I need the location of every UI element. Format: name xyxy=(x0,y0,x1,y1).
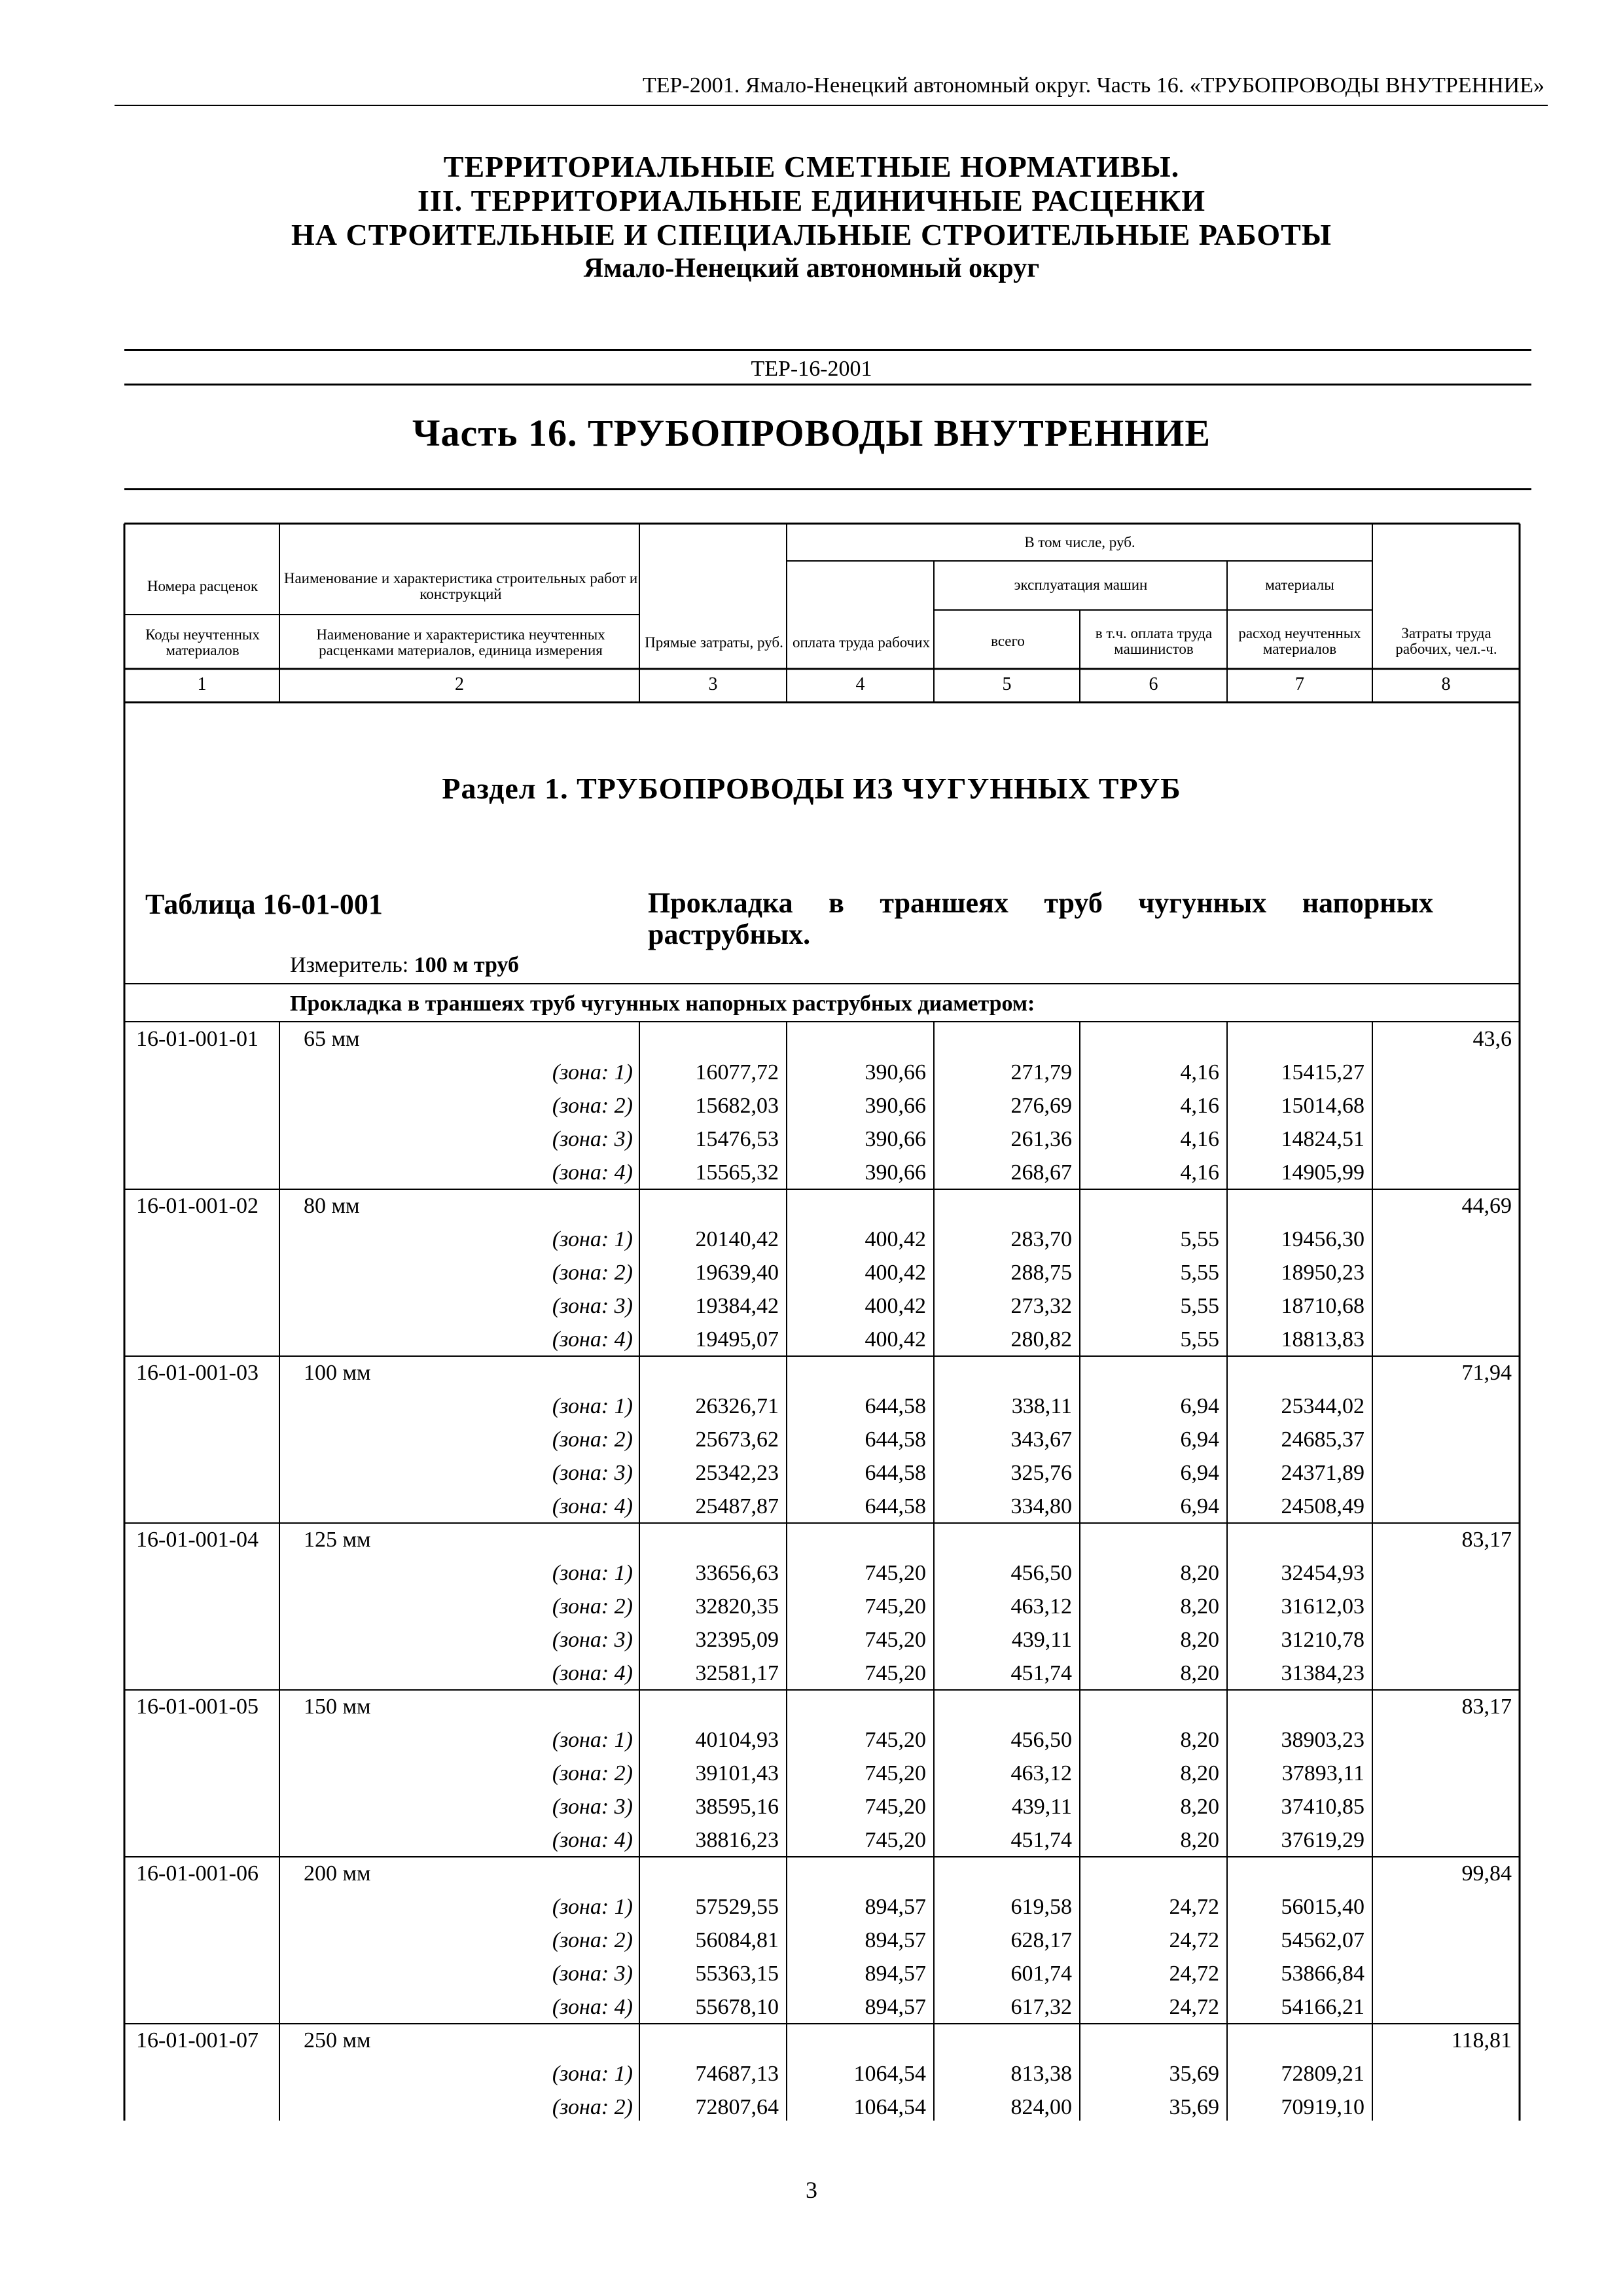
machinist-wages: 6,94 xyxy=(1180,1494,1219,1518)
materials-cost: 70919,10 xyxy=(1281,2095,1364,2119)
rate-header-row xyxy=(0,1523,1623,1556)
rate-header-row xyxy=(0,1022,1623,1056)
direct-costs: 25342,23 xyxy=(695,1461,779,1485)
rate-name: 80 мм xyxy=(304,1194,360,1218)
machinist-wages: 4,16 xyxy=(1180,1127,1219,1151)
wages: 390,66 xyxy=(865,1094,926,1118)
zone-label: (зона: 1) xyxy=(552,1227,633,1251)
direct-costs: 72807,64 xyxy=(695,2095,779,2119)
zone-row xyxy=(0,1757,1623,1790)
doc-code: ТЕР-16-2001 xyxy=(751,357,872,381)
direct-costs: 32395,09 xyxy=(695,1628,779,1652)
machinist-wages: 24,72 xyxy=(1169,1895,1219,1919)
machinist-wages: 24,72 xyxy=(1169,1962,1219,1986)
zone-row xyxy=(0,1823,1623,1857)
materials-cost: 32454,93 xyxy=(1281,1561,1364,1585)
machinist-wages: 4,16 xyxy=(1180,1094,1219,1118)
zone-row xyxy=(0,1323,1623,1356)
zone-row xyxy=(0,1556,1623,1590)
wages: 644,58 xyxy=(865,1494,926,1518)
zone-row xyxy=(0,2057,1623,2090)
part-title: Часть 16. ТРУБОПРОВОДЫ ВНУТРЕННИЕ xyxy=(412,412,1211,454)
direct-costs: 40104,93 xyxy=(695,1728,779,1752)
machinist-wages: 5,55 xyxy=(1180,1227,1219,1251)
machines-total: 343,67 xyxy=(1010,1427,1072,1452)
materials-cost: 18813,83 xyxy=(1281,1327,1364,1352)
machines-total: 619,58 xyxy=(1010,1895,1072,1919)
table-description xyxy=(648,888,1433,950)
machines-total: 451,74 xyxy=(1010,1828,1072,1852)
machinist-wages: 8,20 xyxy=(1180,1728,1219,1752)
zone-label: (зона: 2) xyxy=(552,1928,633,1952)
machines-total: 601,74 xyxy=(1010,1962,1072,1986)
machines-total: 271,79 xyxy=(1010,1060,1072,1085)
column-number: 5 xyxy=(1002,674,1012,694)
direct-costs: 55363,15 xyxy=(695,1962,779,1986)
column-number: 8 xyxy=(1441,674,1451,694)
rate-header-row xyxy=(0,1189,1623,1223)
machines-total: 338,11 xyxy=(1011,1394,1072,1418)
column-number: 2 xyxy=(455,674,464,694)
zone-row xyxy=(0,1056,1623,1089)
rate-code: 16-01-001-07 xyxy=(136,2028,259,2053)
header-wages: оплата труда рабочих xyxy=(792,634,931,651)
machinist-wages: 6,94 xyxy=(1180,1394,1219,1418)
direct-costs: 20140,42 xyxy=(695,1227,779,1251)
direct-costs: 74687,13 xyxy=(695,2062,779,2086)
zone-row xyxy=(0,1623,1623,1657)
direct-costs: 39101,43 xyxy=(695,1761,779,1785)
wages: 745,20 xyxy=(865,1594,926,1619)
wages: 400,42 xyxy=(865,1261,926,1285)
direct-costs: 57529,55 xyxy=(695,1895,779,1919)
zone-row xyxy=(0,1590,1623,1623)
wages: 894,57 xyxy=(865,1995,926,2019)
zone-row xyxy=(0,1924,1623,1957)
header-codes: Коды неучтенных материалов xyxy=(145,626,260,658)
machinist-wages: 35,69 xyxy=(1169,2095,1219,2119)
zone-label: (зона: 3) xyxy=(552,1461,633,1485)
machinist-wages: 8,20 xyxy=(1180,1795,1219,1819)
rate-header-row xyxy=(0,1690,1623,1723)
machines-total: 463,12 xyxy=(1010,1761,1072,1785)
materials-cost: 54166,21 xyxy=(1281,1995,1364,2019)
header-labor: Затраты труда рабочих, чел.-ч. xyxy=(1395,625,1497,657)
materials-cost: 37410,85 xyxy=(1281,1795,1364,1819)
zone-label: (зона: 3) xyxy=(552,1294,633,1318)
wages: 400,42 xyxy=(865,1327,926,1352)
machines-total: 628,17 xyxy=(1010,1928,1072,1952)
zone-label: (зона: 1) xyxy=(552,1394,633,1418)
zone-row xyxy=(0,1256,1623,1289)
direct-costs: 38595,16 xyxy=(695,1795,779,1819)
machinist-wages: 8,20 xyxy=(1180,1594,1219,1619)
machinist-wages: 8,20 xyxy=(1180,1661,1219,1685)
wages: 1064,54 xyxy=(853,2062,926,2086)
table-label: Таблица 16-01-001 xyxy=(145,888,383,920)
section-title: Раздел 1. ТРУБОПРОВОДЫ ИЗ ЧУГУННЫХ ТРУБ xyxy=(442,772,1181,805)
direct-costs: 55678,10 xyxy=(695,1995,779,2019)
zone-row xyxy=(0,1957,1623,1990)
direct-costs: 32820,35 xyxy=(695,1594,779,1619)
header-total: всего xyxy=(991,633,1025,649)
machinist-wages: 5,55 xyxy=(1180,1327,1219,1352)
header-materials-name: Наименование и характеристика неучтенных расценками материалов, единица измерения xyxy=(316,626,605,658)
column-number: 3 xyxy=(708,674,718,694)
unit-value: 100 м труб xyxy=(414,953,519,977)
zone-label: (зона: 2) xyxy=(552,1761,633,1785)
machines-total: 334,80 xyxy=(1010,1494,1072,1518)
direct-costs: 19495,07 xyxy=(695,1327,779,1352)
wages: 400,42 xyxy=(865,1227,926,1251)
wages: 745,20 xyxy=(865,1761,926,1785)
machines-total: 288,75 xyxy=(1010,1261,1072,1285)
header-unaccounted: расход неучтенных материалов xyxy=(1238,625,1361,657)
wages: 745,20 xyxy=(865,1728,926,1752)
direct-costs: 33656,63 xyxy=(695,1561,779,1585)
zone-label: (зона: 4) xyxy=(552,1160,633,1185)
machinist-wages: 6,94 xyxy=(1180,1427,1219,1452)
zone-label: (зона: 4) xyxy=(552,1494,633,1518)
wages: 745,20 xyxy=(865,1828,926,1852)
zone-row xyxy=(0,1657,1623,1690)
direct-costs: 16077,72 xyxy=(695,1060,779,1085)
wages: 745,20 xyxy=(865,1561,926,1585)
materials-cost: 37893,11 xyxy=(1281,1761,1364,1785)
rate-code: 16-01-001-03 xyxy=(136,1361,259,1385)
rate-header-row xyxy=(0,1857,1623,1890)
wages: 644,58 xyxy=(865,1394,926,1418)
zone-label: (зона: 2) xyxy=(552,1261,633,1285)
machines-total: 456,50 xyxy=(1010,1561,1072,1585)
machinist-wages: 4,16 xyxy=(1180,1160,1219,1185)
unit-of-measure xyxy=(290,953,519,978)
rate-code: 16-01-001-04 xyxy=(136,1528,259,1552)
direct-costs: 25673,62 xyxy=(695,1427,779,1452)
title-line-2: III. ТЕРРИТОРИАЛЬНЫЕ ЕДИНИЧНЫЕ РАСЦЕНКИ xyxy=(417,184,1206,217)
title-line-4: Ямало-Ненецкий автономный округ xyxy=(583,253,1040,283)
table-description-line: Прокладка в траншеях труб чугунных напорных xyxy=(648,887,1433,919)
wages: 894,57 xyxy=(865,1928,926,1952)
wages: 894,57 xyxy=(865,1962,926,1986)
header-work-name: Наименование и характеристика строительных работ и конструкций xyxy=(283,570,638,602)
zone-label: (зона: 2) xyxy=(552,2095,633,2119)
zone-row xyxy=(0,1790,1623,1823)
materials-cost: 24508,49 xyxy=(1281,1494,1364,1518)
zone-label: (зона: 4) xyxy=(552,1828,633,1852)
zone-label: (зона: 1) xyxy=(552,1728,633,1752)
direct-costs: 15682,03 xyxy=(695,1094,779,1118)
zone-label: (зона: 3) xyxy=(552,1127,633,1151)
zone-row xyxy=(0,1990,1623,2024)
labor-cost: 43,6 xyxy=(1472,1027,1512,1051)
zone-row xyxy=(0,1890,1623,1924)
machines-total: 824,00 xyxy=(1010,2095,1072,2119)
rate-code: 16-01-001-02 xyxy=(136,1194,259,1218)
rate-code: 16-01-001-01 xyxy=(136,1027,259,1051)
machinist-wages: 24,72 xyxy=(1169,1995,1219,2019)
rate-code: 16-01-001-05 xyxy=(136,1695,259,1719)
title-line-1: ТЕРРИТОРИАЛЬНЫЕ СМЕТНЫЕ НОРМАТИВЫ. xyxy=(443,150,1180,183)
wages: 894,57 xyxy=(865,1895,926,1919)
wages: 1064,54 xyxy=(853,2095,926,2119)
direct-costs: 56084,81 xyxy=(695,1928,779,1952)
column-number: 6 xyxy=(1149,674,1158,694)
wages: 390,66 xyxy=(865,1060,926,1085)
page-number: 3 xyxy=(806,2177,817,2203)
machinist-wages: 5,55 xyxy=(1180,1294,1219,1318)
machines-total: 276,69 xyxy=(1010,1094,1072,1118)
zone-label: (зона: 1) xyxy=(552,1895,633,1919)
wages: 390,66 xyxy=(865,1127,926,1151)
rate-name: 125 мм xyxy=(304,1528,371,1552)
labor-cost: 118,81 xyxy=(1451,2028,1512,2053)
machines-total: 325,76 xyxy=(1010,1461,1072,1485)
machinist-wages: 5,55 xyxy=(1180,1261,1219,1285)
zone-label: (зона: 3) xyxy=(552,1795,633,1819)
labor-cost: 83,17 xyxy=(1461,1528,1512,1552)
unit-label: Измеритель: xyxy=(290,953,409,977)
zone-label: (зона: 3) xyxy=(552,1628,633,1652)
labor-cost: 83,17 xyxy=(1461,1695,1512,1719)
labor-cost: 44,69 xyxy=(1461,1194,1512,1218)
zone-label: (зона: 4) xyxy=(552,1995,633,2019)
zone-row xyxy=(0,1423,1623,1456)
machines-total: 451,74 xyxy=(1010,1661,1072,1685)
wages: 644,58 xyxy=(865,1461,926,1485)
machines-total: 456,50 xyxy=(1010,1728,1072,1752)
materials-cost: 38903,23 xyxy=(1281,1728,1364,1752)
rate-name: 250 мм xyxy=(304,2028,371,2053)
machines-total: 439,11 xyxy=(1011,1795,1072,1819)
direct-costs: 38816,23 xyxy=(695,1828,779,1852)
machines-total: 261,36 xyxy=(1010,1127,1072,1151)
zone-row xyxy=(0,2090,1623,2124)
rate-name: 200 мм xyxy=(304,1861,371,1886)
materials-cost: 72809,21 xyxy=(1281,2062,1364,2086)
rate-name: 150 мм xyxy=(304,1695,371,1719)
zone-label: (зона: 4) xyxy=(552,1661,633,1685)
materials-cost: 18710,68 xyxy=(1281,1294,1364,1318)
direct-costs: 25487,87 xyxy=(695,1494,779,1518)
machinist-wages: 35,69 xyxy=(1169,2062,1219,2086)
wages: 390,66 xyxy=(865,1160,926,1185)
wages: 644,58 xyxy=(865,1427,926,1452)
materials-cost: 15415,27 xyxy=(1281,1060,1364,1085)
column-number: 4 xyxy=(855,674,865,694)
materials-cost: 14824,51 xyxy=(1281,1127,1364,1151)
materials-cost: 24371,89 xyxy=(1281,1461,1364,1485)
zone-row xyxy=(0,1456,1623,1490)
machinist-wages: 4,16 xyxy=(1180,1060,1219,1085)
zone-label: (зона: 4) xyxy=(552,1327,633,1352)
materials-cost: 18950,23 xyxy=(1281,1261,1364,1285)
wages: 745,20 xyxy=(865,1661,926,1685)
header-machinist-wages: в т.ч. оплата труда машинистов xyxy=(1095,625,1213,657)
column-number: 7 xyxy=(1295,674,1304,694)
labor-cost: 71,94 xyxy=(1461,1361,1512,1385)
materials-cost: 37619,29 xyxy=(1281,1828,1364,1852)
zone-row xyxy=(0,1089,1623,1122)
zone-label: (зона: 2) xyxy=(552,1594,633,1619)
machinist-wages: 8,20 xyxy=(1180,1828,1219,1852)
materials-cost: 31384,23 xyxy=(1281,1661,1364,1685)
machines-total: 463,12 xyxy=(1010,1594,1072,1619)
labor-cost: 99,84 xyxy=(1461,1861,1512,1886)
materials-cost: 24685,37 xyxy=(1281,1427,1364,1452)
table-description-line: раструбных. xyxy=(648,918,811,950)
direct-costs: 19384,42 xyxy=(695,1294,779,1318)
materials-cost: 56015,40 xyxy=(1281,1895,1364,1919)
zone-row xyxy=(0,1223,1623,1256)
rate-name: 100 мм xyxy=(304,1361,371,1385)
header-rate-numbers: Номера расценок xyxy=(147,578,259,594)
machinist-wages: 24,72 xyxy=(1169,1928,1219,1952)
machinist-wages: 8,20 xyxy=(1180,1761,1219,1785)
machinist-wages: 6,94 xyxy=(1180,1461,1219,1485)
rate-code: 16-01-001-06 xyxy=(136,1861,259,1886)
wages: 745,20 xyxy=(865,1795,926,1819)
zone-row xyxy=(0,1289,1623,1323)
rate-header-row xyxy=(0,1356,1623,1390)
zone-row xyxy=(0,1156,1623,1189)
zone-label: (зона: 3) xyxy=(552,1962,633,1986)
machines-total: 813,38 xyxy=(1010,2062,1072,2086)
zone-row xyxy=(0,1390,1623,1423)
direct-costs: 15565,32 xyxy=(695,1160,779,1185)
rate-header-row xyxy=(0,2024,1623,2057)
machines-total: 617,32 xyxy=(1010,1995,1072,2019)
wages: 745,20 xyxy=(865,1628,926,1652)
machinist-wages: 8,20 xyxy=(1180,1561,1219,1585)
direct-costs: 15476,53 xyxy=(695,1127,779,1151)
header-including: В том числе, руб. xyxy=(1024,534,1135,550)
zone-label: (зона: 1) xyxy=(552,1561,633,1585)
direct-costs: 32581,17 xyxy=(695,1661,779,1685)
machines-total: 273,32 xyxy=(1010,1294,1072,1318)
rate-name: 65 мм xyxy=(304,1027,360,1051)
materials-cost: 15014,68 xyxy=(1281,1094,1364,1118)
machines-total: 283,70 xyxy=(1010,1227,1072,1251)
machinist-wages: 8,20 xyxy=(1180,1628,1219,1652)
subheading: Прокладка в траншеях труб чугунных напорных раструбных диаметром: xyxy=(290,992,1035,1016)
zone-label: (зона: 1) xyxy=(552,2062,633,2086)
materials-cost: 25344,02 xyxy=(1281,1394,1364,1418)
wages: 400,42 xyxy=(865,1294,926,1318)
running-header: ТЕР-2001. Ямало-Ненецкий автономный округ. Часть 16. «ТРУБОПРОВОДЫ ВНУТРЕННИЕ» xyxy=(642,73,1544,98)
machines-total: 439,11 xyxy=(1011,1628,1072,1652)
materials-cost: 53866,84 xyxy=(1281,1962,1364,1986)
machines-total: 280,82 xyxy=(1010,1327,1072,1352)
column-number: 1 xyxy=(197,674,207,694)
zone-row xyxy=(0,1490,1623,1523)
zone-label: (зона: 2) xyxy=(552,1427,633,1452)
header-direct-costs: Прямые затраты, руб. xyxy=(645,634,783,651)
machines-total: 268,67 xyxy=(1010,1160,1072,1185)
materials-cost: 19456,30 xyxy=(1281,1227,1364,1251)
direct-costs: 19639,40 xyxy=(695,1261,779,1285)
materials-cost: 14905,99 xyxy=(1281,1160,1364,1185)
materials-cost: 31612,03 xyxy=(1281,1594,1364,1619)
materials-cost: 54562,07 xyxy=(1281,1928,1364,1952)
zone-label: (зона: 2) xyxy=(552,1094,633,1118)
materials-cost: 31210,78 xyxy=(1281,1628,1364,1652)
direct-costs: 26326,71 xyxy=(695,1394,779,1418)
zone-row xyxy=(0,1122,1623,1156)
zone-label: (зона: 1) xyxy=(552,1060,633,1085)
zone-row xyxy=(0,1723,1623,1757)
title-line-3: НА СТРОИТЕЛЬНЫЕ И СПЕЦИАЛЬНЫЕ СТРОИТЕЛЬНЫЕ РАБОТЫ xyxy=(291,218,1332,251)
header-machines: эксплуатация машин xyxy=(1014,577,1148,593)
header-materials: материалы xyxy=(1265,577,1334,593)
